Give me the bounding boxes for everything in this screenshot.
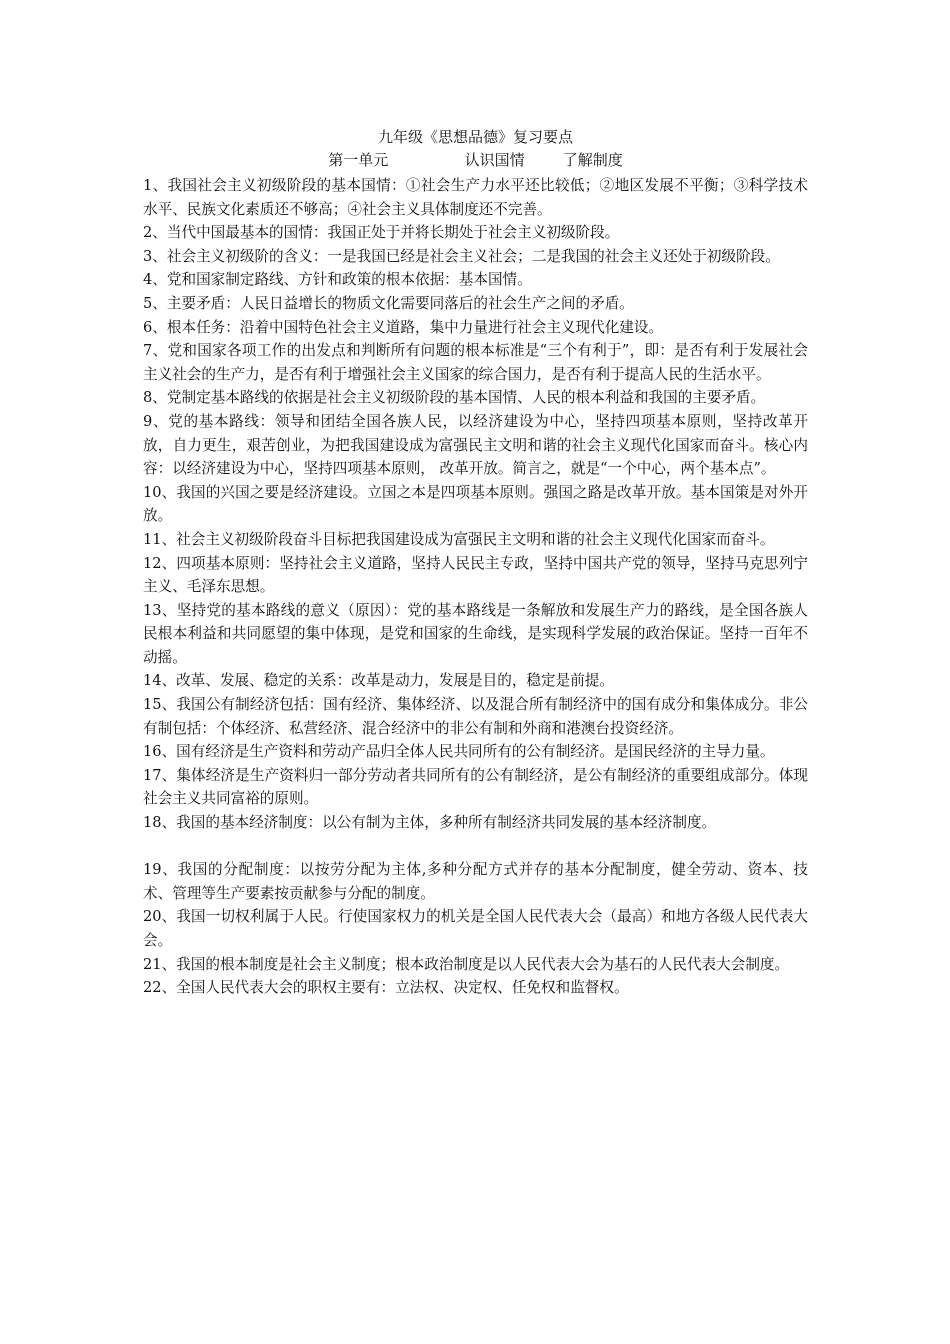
list-item: 17、集体经济是生产资料归一部分劳动者共同所有的公有制经济，是公有制经济的重要组成部分。体现社会主义共同富裕的原则。 — [143, 766, 808, 808]
list-item: 12、四项基本原则：坚持社会主义道路，坚持人民民主专政，坚持中国共产党的领导，坚持马克思列宁主义、毛泽东思想。 — [143, 554, 808, 596]
list-item: 11、社会主义初级阶段奋斗目标把我国建设成为富强民主文明和谐的社会主义现代化国家而奋斗。 — [143, 530, 775, 548]
section-b — [143, 858, 808, 1000]
section-a — [143, 174, 808, 835]
list-item: 16、国有经济是生产资料和劳动产品归全体人民共同所有的公有制经济。是国民经济的主导力量。 — [143, 743, 775, 761]
list-item: 22、全国人民代表大会的职权主要有：立法权、决定权、任免权和监督权。 — [143, 979, 629, 997]
list-item: 14、改革、发展、稳定的关系：改革是动力，发展是目的，稳定是前提。 — [143, 672, 614, 690]
list-item: 1、我国社会主义初级阶段的基本国情：①社会生产力水平还比较低；②地区发展不平衡；③科学技术水平、民族文化素质还不够高；④社会主义具体制度还不完善。 — [143, 177, 808, 218]
list-item: 4、党和国家制定路线、方针和政策的根本依据：基本国情。 — [143, 271, 532, 289]
list-item: 19、我国的分配制度：以按劳分配为主体,多种分配方式并存的基本分配制度，健全劳动、资本、技术、管理等生产要素按贡献参与分配的制度。 — [143, 861, 808, 902]
list-item: 13、坚持党的基本路线的意义（原因）：党的基本路线是一条解放和发展生产力的路线，是全国各族人民根本利益和共同愿望的集中体现，是党和国家的生命线，是实现科学发展的政治保证。坚持一百年不动摇。 — [143, 601, 808, 666]
list-item: 9、党的基本路线：领导和团结全国各族人民，以经济建设为中心，坚持四项基本原则，坚持改革开放，自力更生，艰苦创业，为把我国建设成为富强民主文明和谐的社会主义现代化国家而奋斗。核心内容：以经济建设为中心，坚持四项基本原则， 改革开放。简言之，就是“一个中心，两个基本点”。 — [143, 412, 808, 478]
list-item: 8、党制定基本路线的依据是社会主义初级阶段的基本国情、人民的根本利益和我国的主要矛盾。 — [143, 389, 766, 407]
blank-line — [143, 835, 808, 859]
list-item: 18、我国的基本经济制度：以公有制为主体，多种所有制经济共同发展的基本经济制度。 — [143, 814, 717, 832]
document-title: 九年级《思想品德》复习要点 — [377, 128, 573, 146]
list-item: 21、我国的根本制度是社会主义制度；根本政治制度是以人民代表大会为基石的人民代表大会制度。 — [143, 955, 790, 973]
list-item: 6、根本任务：沿着中国特色社会主义道路，集中力量进行社会主义现代化建设。 — [143, 318, 664, 336]
list-item: 15、我国公有制经济包括：国有经济、集体经济、以及混合所有制经济中的国有成分和集体成分。非公有制包括：个体经济、私营经济、混合经济中的非公有制和外商和港澳台投资经济。 — [143, 696, 808, 737]
list-item: 2、当代中国最基本的国情：我国正处于并将长期处于社会主义初级阶段。 — [143, 224, 620, 242]
list-item: 5、主要矛盾：人民日益增长的物质文化需要同落后的社会生产之间的矛盾。 — [143, 294, 634, 312]
list-item: 7、党和国家各项工作的出发点和判断所有问题的根本标准是“三个有利于”，即：是否有利于发展社会主义社会的生产力，是否有利于增强社会主义国家的综合国力，是否有利于提高人民的生活水平。 — [143, 342, 808, 383]
document-page — [143, 126, 808, 1000]
unit-heading: 第一单元 认识国情 了解制度 — [328, 151, 623, 169]
list-item: 3、社会主义初级阶的含义：一是我国已经是社会主义社会；二是我国的社会主义还处于初级阶段。 — [143, 247, 780, 265]
list-item: 10、我国的兴国之要是经济建设。立国之本是四项基本原则。强国之路是改革开放。基本国策是对外开放。 — [143, 483, 808, 525]
list-item: 20、我国一切权利属于人民。行使国家权力的机关是全国人民代表大会（最高）和地方各级人民代表大会。 — [143, 908, 808, 949]
